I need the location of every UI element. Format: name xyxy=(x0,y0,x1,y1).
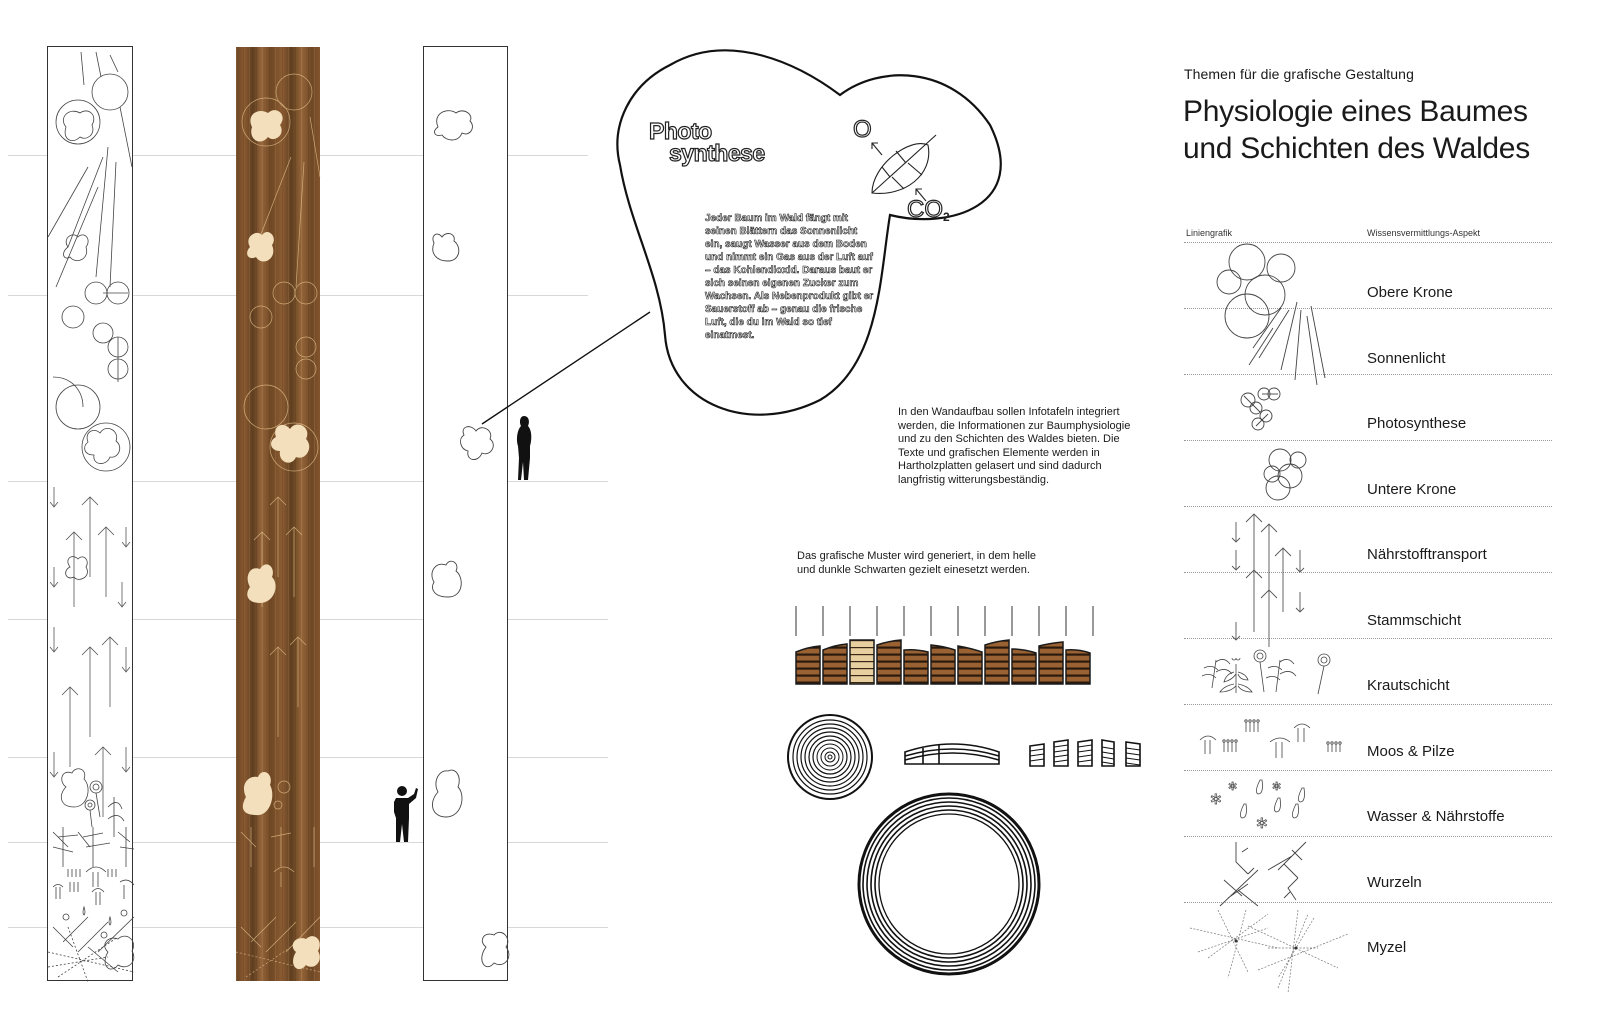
aspect-moos-pilze: Moos & Pilze xyxy=(1367,743,1455,760)
lower-crown-circles-icon xyxy=(1256,446,1316,501)
svg-text:✲: ✲ xyxy=(1272,781,1282,793)
tree-rings-icon xyxy=(786,713,876,803)
svg-text:✲: ✲ xyxy=(1228,781,1238,793)
cutout-shape-1 xyxy=(435,111,473,140)
column-header-liniengrafik: Liniengrafik xyxy=(1186,228,1233,238)
slab-pattern-graphic xyxy=(790,600,1100,690)
aspect-naehrstofftransport: Nährstofftransport xyxy=(1367,546,1487,563)
mycelium-icon xyxy=(1188,908,1358,993)
svg-text:✲: ✲ xyxy=(1210,791,1222,807)
large-ring-icon xyxy=(852,796,1052,996)
line-drawing-panel xyxy=(47,46,133,981)
column-header-aspekt: Wissensvermittlungs-Aspekt xyxy=(1367,228,1481,238)
panel-cutout-outlines xyxy=(424,47,509,982)
row-divider xyxy=(1184,704,1552,705)
bubble-title-line2: synthese xyxy=(669,140,765,166)
subtitle: Themen für die grafische Gestaltung xyxy=(1184,66,1414,82)
pattern-description: Das grafische Muster wird generiert, in dem helle und dunkle Schwarten gezielt einesetzt werden. xyxy=(797,550,1037,576)
cutout-shape-5 xyxy=(432,770,462,817)
co2-subscript: 2 xyxy=(943,210,950,224)
aspect-krautschicht: Krautschicht xyxy=(1367,677,1450,694)
forest-layers-line-graphic xyxy=(48,47,134,982)
aspect-obere-krone: Obere Krone xyxy=(1367,284,1453,301)
title-line2: und Schichten des Waldes xyxy=(1183,132,1530,165)
cutout-shape-3 xyxy=(461,427,494,460)
co2-text: CO xyxy=(907,196,943,223)
moss-mushroom-icon xyxy=(1198,716,1348,761)
elevation-panel xyxy=(423,46,508,981)
infotafeln-description: In den Wandaufbau sollen Infotafeln integriert werden, die Informationen zur Baumphysiologie und zu den Schichten des Waldes bieten. Die Texte und grafischen Elemente werden in Hartholzplatten gelasert und sind dadurch langfristig witterungsbeständig. xyxy=(898,406,1131,486)
slab-arc-icon xyxy=(903,738,1003,768)
title-line1: Physiologie eines Baumes xyxy=(1183,95,1528,128)
herb-plants-icon xyxy=(1198,648,1338,703)
svg-text:✲: ✲ xyxy=(1256,815,1268,831)
wood-panel xyxy=(236,47,320,981)
row-divider xyxy=(1184,836,1552,837)
photosynthesis-cells-icon xyxy=(1236,386,1296,441)
aspect-stammschicht: Stammschicht xyxy=(1367,612,1462,629)
aspect-untere-krone: Untere Krone xyxy=(1367,481,1457,498)
aspect-myzel: Myzel xyxy=(1367,939,1407,956)
oxygen-label: O xyxy=(853,116,872,143)
cutout-shape-6 xyxy=(482,932,509,966)
lasered-pattern-graphic xyxy=(236,47,320,981)
roots-icon xyxy=(1218,840,1318,908)
water-drops-icon xyxy=(1210,776,1320,836)
man-silhouette-icon xyxy=(390,784,420,844)
page-title xyxy=(1183,93,1600,167)
row-divider xyxy=(1184,506,1552,507)
aspect-wasser-naehrstoffe: Wasser & Nährstoffe xyxy=(1367,808,1505,825)
aspect-wurzeln: Wurzeln xyxy=(1367,874,1422,891)
cutout-shape-2 xyxy=(433,234,459,261)
aspect-sonnenlicht: Sonnenlicht xyxy=(1367,350,1446,367)
co2-label xyxy=(907,196,950,224)
nutrient-arrows-icon xyxy=(1226,512,1316,642)
bubble-body-text: Jeder Baum im Wald fängt mit seinen Blättern das Sonnenlicht ein, saugt Wasser aus dem Boden und nimmt ein Gas aus der Luft auf – das Kohlendioxid. Daraus baut er sich seinen eigenen Zucker zum Wachsen. Als Nebenprodukt gibt er Sauerstoff ab – genau die frische Luft, die du im Wald so tief einatmest. xyxy=(705,213,874,341)
crown-and-sunlight-icon xyxy=(1205,240,1365,380)
slab-set-icon xyxy=(1028,738,1143,770)
cutout-shape-4 xyxy=(432,561,461,597)
row-divider xyxy=(1184,770,1552,771)
bubble-title-line1: Photo xyxy=(649,118,712,144)
bubble-title xyxy=(649,120,765,164)
aspect-photosynthese: Photosynthese xyxy=(1367,415,1467,432)
